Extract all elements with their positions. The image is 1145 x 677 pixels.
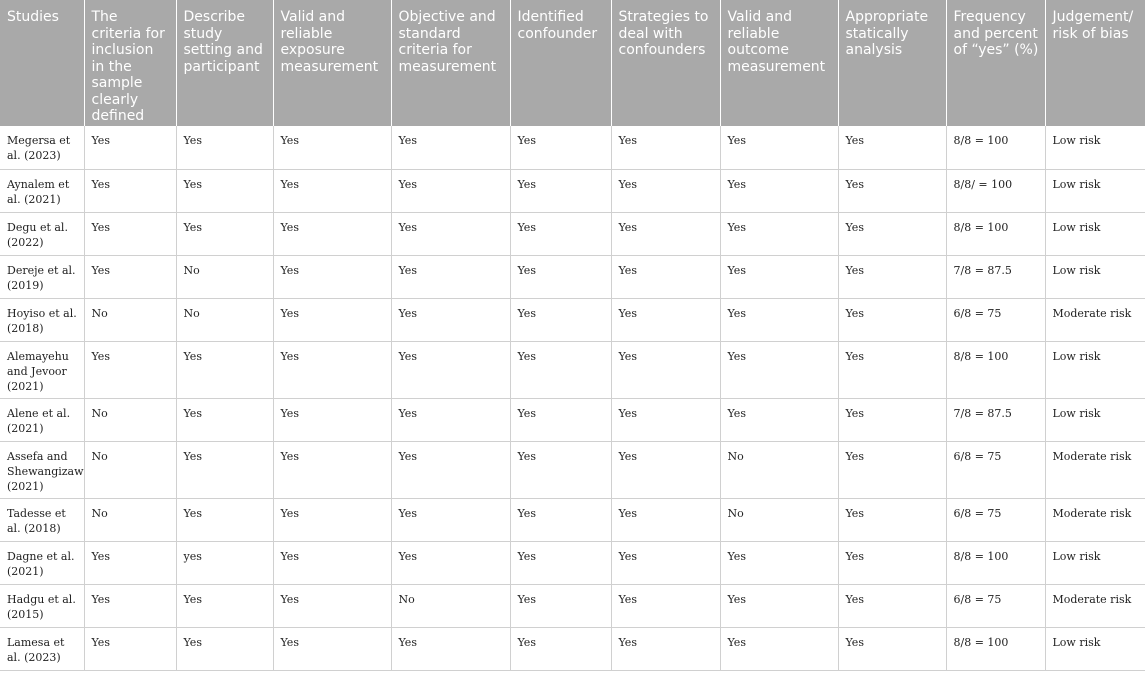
table-row bbox=[0, 298, 1145, 341]
table-cell: 6/8 = 75 bbox=[946, 584, 1045, 627]
table-cell: Yes bbox=[273, 498, 391, 541]
table-row bbox=[0, 255, 1145, 298]
table-cell: Yes bbox=[273, 541, 391, 584]
header-frequency: Frequency and percent of “yes” (%) bbox=[946, 0, 1045, 126]
table-cell: No bbox=[84, 398, 176, 441]
table-cell: Yes bbox=[838, 212, 946, 255]
table-cell: Yes bbox=[391, 341, 510, 398]
table-cell: Yes bbox=[720, 212, 838, 255]
table-cell: No bbox=[720, 441, 838, 498]
study-name-cell: Alemayehu and Jevoor (2021) bbox=[0, 341, 84, 398]
table-cell: Yes bbox=[611, 341, 720, 398]
table-cell: Yes bbox=[510, 212, 611, 255]
table-cell: Moderate risk bbox=[1045, 498, 1145, 541]
table-cell: Low risk bbox=[1045, 212, 1145, 255]
table-cell: Yes bbox=[273, 584, 391, 627]
table-cell: Yes bbox=[510, 398, 611, 441]
table-row bbox=[0, 498, 1145, 541]
table-cell: Yes bbox=[84, 255, 176, 298]
study-name-cell: Tadesse et al. (2018) bbox=[0, 498, 84, 541]
table-cell: Yes bbox=[838, 298, 946, 341]
table-cell: Yes bbox=[720, 126, 838, 169]
table-row bbox=[0, 584, 1145, 627]
table-cell: Yes bbox=[176, 627, 273, 670]
table-cell: Yes bbox=[84, 169, 176, 212]
table-cell: Low risk bbox=[1045, 169, 1145, 212]
table-cell: Yes bbox=[611, 255, 720, 298]
table-body bbox=[0, 126, 1145, 670]
table-cell: Yes bbox=[176, 498, 273, 541]
table-cell: Yes bbox=[611, 584, 720, 627]
table-cell: Yes bbox=[510, 441, 611, 498]
table-cell: Yes bbox=[611, 398, 720, 441]
header-risk-of-bias: Judgement/ risk of bias bbox=[1045, 0, 1145, 126]
table-cell: Yes bbox=[611, 627, 720, 670]
table-cell: 7/8 = 87.5 bbox=[946, 255, 1045, 298]
table-cell: Yes bbox=[510, 169, 611, 212]
table-cell: Yes bbox=[273, 441, 391, 498]
header-studies: Studies bbox=[0, 0, 84, 126]
header-identified-confounder: Identified confounder bbox=[510, 0, 611, 126]
table-cell: Yes bbox=[838, 126, 946, 169]
table-cell: Yes bbox=[176, 212, 273, 255]
table-cell: Yes bbox=[838, 341, 946, 398]
table-cell: Yes bbox=[720, 398, 838, 441]
study-name-cell: Dagne et al. (2021) bbox=[0, 541, 84, 584]
study-name-cell: Assefa and Shewangizaw (2021) bbox=[0, 441, 84, 498]
table-cell: Yes bbox=[273, 298, 391, 341]
table-cell: Yes bbox=[611, 541, 720, 584]
table-row bbox=[0, 441, 1145, 498]
table-cell: Yes bbox=[176, 398, 273, 441]
table-cell: Yes bbox=[838, 498, 946, 541]
table-cell: Yes bbox=[391, 441, 510, 498]
table-cell: Yes bbox=[510, 298, 611, 341]
header-statistical-analysis: Appropriate statically analysis bbox=[838, 0, 946, 126]
table-cell: Yes bbox=[510, 541, 611, 584]
study-name-cell: Dereje et al. (2019) bbox=[0, 255, 84, 298]
table-cell: Yes bbox=[838, 255, 946, 298]
table-cell: No bbox=[720, 498, 838, 541]
table-cell: Yes bbox=[273, 627, 391, 670]
table-cell: Yes bbox=[611, 169, 720, 212]
table-cell: 8/8/ = 100 bbox=[946, 169, 1045, 212]
table-cell: 7/8 = 87.5 bbox=[946, 398, 1045, 441]
table-cell: Yes bbox=[838, 441, 946, 498]
table-cell: Yes bbox=[720, 627, 838, 670]
table-cell: Low risk bbox=[1045, 126, 1145, 169]
table-cell: Yes bbox=[391, 498, 510, 541]
table-cell: Yes bbox=[391, 126, 510, 169]
table-cell: Yes bbox=[176, 341, 273, 398]
table-cell: Yes bbox=[720, 541, 838, 584]
table-cell: yes bbox=[176, 541, 273, 584]
table-cell: Low risk bbox=[1045, 255, 1145, 298]
table-cell: Yes bbox=[273, 212, 391, 255]
table-cell: Yes bbox=[176, 584, 273, 627]
table-cell: Yes bbox=[391, 212, 510, 255]
table-cell: Yes bbox=[720, 169, 838, 212]
table-cell: Yes bbox=[510, 255, 611, 298]
table-cell: Yes bbox=[176, 126, 273, 169]
table-cell: Yes bbox=[84, 627, 176, 670]
study-name-cell: Megersa et al. (2023) bbox=[0, 126, 84, 169]
table-cell: 8/8 = 100 bbox=[946, 541, 1045, 584]
table-row bbox=[0, 212, 1145, 255]
table-cell: Yes bbox=[720, 255, 838, 298]
header-outcome-measurement: Valid and reliable outcome measurement bbox=[720, 0, 838, 126]
header-inclusion-criteria: The criteria for inclusion in the sample clearly defined bbox=[84, 0, 176, 126]
table-cell: Yes bbox=[391, 541, 510, 584]
table-cell: Yes bbox=[176, 169, 273, 212]
table-cell: 6/8 = 75 bbox=[946, 298, 1045, 341]
table-cell: Yes bbox=[391, 255, 510, 298]
table-cell: 8/8 = 100 bbox=[946, 627, 1045, 670]
table-cell: Low risk bbox=[1045, 398, 1145, 441]
header-exposure-measurement: Valid and reliable exposure measurement bbox=[273, 0, 391, 126]
table-cell: No bbox=[84, 498, 176, 541]
table-cell: Yes bbox=[273, 169, 391, 212]
table-row bbox=[0, 627, 1145, 670]
study-name-cell: Aynalem et al. (2021) bbox=[0, 169, 84, 212]
table-cell: No bbox=[391, 584, 510, 627]
table-row bbox=[0, 541, 1145, 584]
table-cell: Yes bbox=[391, 169, 510, 212]
table-cell: Yes bbox=[611, 212, 720, 255]
header-study-setting: Describe study setting and participant bbox=[176, 0, 273, 126]
study-name-cell: Alene et al. (2021) bbox=[0, 398, 84, 441]
table-cell: 6/8 = 75 bbox=[946, 498, 1045, 541]
table-cell: No bbox=[84, 441, 176, 498]
study-name-cell: Hadgu et al. (2015) bbox=[0, 584, 84, 627]
table-cell: Yes bbox=[84, 584, 176, 627]
table-cell: 8/8 = 100 bbox=[946, 212, 1045, 255]
study-name-cell: Lamesa et al. (2023) bbox=[0, 627, 84, 670]
table-cell: Yes bbox=[510, 627, 611, 670]
table-cell: Yes bbox=[611, 441, 720, 498]
table-cell: Yes bbox=[273, 341, 391, 398]
table-cell: Yes bbox=[611, 498, 720, 541]
table-row bbox=[0, 341, 1145, 398]
table-cell: Low risk bbox=[1045, 541, 1145, 584]
table-cell: Yes bbox=[273, 398, 391, 441]
table-cell: Yes bbox=[510, 341, 611, 398]
table-cell: Yes bbox=[720, 584, 838, 627]
table-cell: No bbox=[176, 298, 273, 341]
table-cell: Yes bbox=[720, 341, 838, 398]
table-cell: Yes bbox=[510, 584, 611, 627]
table-cell: Yes bbox=[391, 398, 510, 441]
table-cell: Yes bbox=[176, 441, 273, 498]
table-cell: Yes bbox=[611, 298, 720, 341]
table-cell: 6/8 = 75 bbox=[946, 441, 1045, 498]
table-cell: Low risk bbox=[1045, 341, 1145, 398]
table-cell: Yes bbox=[720, 298, 838, 341]
study-name-cell: Hoyiso et al. (2018) bbox=[0, 298, 84, 341]
table-cell: Yes bbox=[84, 541, 176, 584]
table-cell: Yes bbox=[838, 584, 946, 627]
table-cell: Moderate risk bbox=[1045, 298, 1145, 341]
table-cell: 8/8 = 100 bbox=[946, 341, 1045, 398]
table-cell: Yes bbox=[391, 627, 510, 670]
table-cell: Moderate risk bbox=[1045, 441, 1145, 498]
table-cell: Yes bbox=[84, 341, 176, 398]
table-cell: Yes bbox=[838, 627, 946, 670]
table-cell: No bbox=[84, 298, 176, 341]
table-cell: Yes bbox=[510, 126, 611, 169]
table-row bbox=[0, 126, 1145, 169]
table-cell: Yes bbox=[838, 398, 946, 441]
table-cell: Yes bbox=[391, 298, 510, 341]
header-confounder-strategies: Strategies to deal with confounders bbox=[611, 0, 720, 126]
table-cell: Moderate risk bbox=[1045, 584, 1145, 627]
table-row bbox=[0, 398, 1145, 441]
table-cell: Yes bbox=[611, 126, 720, 169]
table-cell: Yes bbox=[84, 212, 176, 255]
table-cell: Low risk bbox=[1045, 627, 1145, 670]
header-row bbox=[0, 0, 1145, 126]
table-row bbox=[0, 169, 1145, 212]
table-cell: Yes bbox=[510, 498, 611, 541]
study-name-cell: Degu et al. (2022) bbox=[0, 212, 84, 255]
table-cell: No bbox=[176, 255, 273, 298]
table-cell: 8/8 = 100 bbox=[946, 126, 1045, 169]
header-objective-criteria: Objective and standard criteria for measurement bbox=[391, 0, 510, 126]
table-cell: Yes bbox=[838, 541, 946, 584]
table-cell: Yes bbox=[838, 169, 946, 212]
table-cell: Yes bbox=[84, 126, 176, 169]
table-cell: Yes bbox=[273, 255, 391, 298]
table-cell: Yes bbox=[273, 126, 391, 169]
